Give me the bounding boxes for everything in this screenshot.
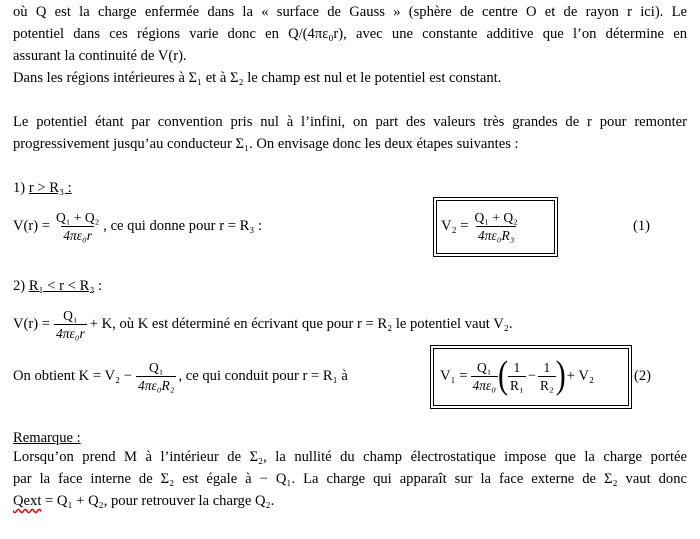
- step2-k-num: Q₁: [148, 359, 164, 375]
- remark-line3: [13, 491, 274, 511]
- step2-box-fraction: [471, 359, 499, 394]
- para1-line2: potentiel dans ces régions varie donc en Q/(4πε₀r), avec une constante additive que l’on détermine en: [13, 26, 687, 42]
- step2-num: Q₁: [63, 307, 78, 323]
- left-paren: (: [498, 353, 509, 397]
- step1-box-den: 4πε₀R₃: [477, 227, 515, 243]
- step2-k-equation: [13, 356, 348, 396]
- step1-heading: [13, 178, 72, 198]
- step1-box-equation: [441, 206, 520, 246]
- step2-box-f1-den: R₁: [510, 377, 524, 393]
- step2-heading: [13, 276, 102, 296]
- step2-box-f2-den: R₂: [540, 377, 554, 393]
- step1-num: Q₁ + Q₂: [56, 209, 100, 225]
- step2-box-equation: [440, 355, 594, 397]
- step2-box-f1-num: 1: [513, 359, 521, 375]
- step1-den: 4πε₀r: [63, 227, 93, 243]
- step2-k-text: , ce qui conduit pour r = R₁ à: [178, 367, 348, 384]
- step2-cond-suffix: :: [98, 278, 103, 294]
- step1-fraction: [54, 209, 101, 244]
- para1-line3: assurant la continuité de V(r).: [13, 48, 187, 64]
- step1-condition: r > R₃ :: [28, 180, 72, 196]
- step2-box-f2-num: 1: [543, 359, 551, 375]
- step1-box-lhs: V₂ =: [441, 217, 469, 234]
- step2-box-fraction-2: [538, 359, 556, 394]
- step1-text: , ce qui donne pour r = R₃ :: [103, 217, 263, 234]
- para2-line1: Le potentiel étant par convention pris nul à l’infini, on part des valeurs très grandes de r pour remonter: [13, 114, 687, 130]
- para1-line4: Dans les régions intérieures à Σ₁ et à Σ₂ le champ est nul et le potentiel est constant.: [13, 70, 502, 86]
- step2-box-tail: + V₂: [566, 367, 594, 384]
- step2-k-den: 4πε₀R₂: [137, 377, 175, 393]
- step2-label: (2): [634, 368, 652, 384]
- step2-k-prefix: On obtient K = V₂ −: [13, 367, 132, 384]
- step2-box-den: 4πε₀: [472, 377, 497, 393]
- step2-text: + K, où K est déterminé en écrivant que pour r = R₂ le potentiel vaut V₂.: [89, 315, 513, 332]
- step2-box-minus: −: [527, 367, 536, 384]
- step2-number: 2): [13, 278, 26, 294]
- step1-box-num: Q₁ + Q₂: [474, 209, 518, 225]
- remark-line3-rest: = Q₁ + Q₂, pour retrouver la charge Q₂.: [45, 493, 275, 509]
- step2-den: 4πε₀r: [56, 325, 85, 341]
- step2-box-num: Q₁: [477, 359, 492, 375]
- step2-condition: R₁ < r < R₂: [28, 278, 95, 294]
- remark-qext: Qext: [13, 493, 42, 509]
- step1-number: 1): [13, 180, 26, 196]
- step2-lhs: V(r) =: [13, 315, 50, 332]
- para1-line1: où Q est la charge enfermée dans la « surface de Gauss » (sphère de centre O et de rayon r ici). Le: [13, 4, 687, 20]
- right-paren: ): [555, 353, 566, 397]
- step1-label: (1): [633, 218, 651, 234]
- step1-box-fraction: [473, 209, 520, 244]
- step2-box-fraction-1: [508, 359, 526, 394]
- step2-fraction: [54, 307, 87, 342]
- remark-title: Remarque :: [13, 430, 81, 446]
- step2-k-fraction: [136, 359, 176, 394]
- remark-line1: Lorsqu’on prend M à l’intérieur de Σ₂, la nullité du champ électrostatique impose que la charge portée: [13, 449, 687, 465]
- para2-line2: progressivement jusqu’au conducteur Σ₁. On envisage donc les deux étapes suivantes :: [13, 136, 519, 152]
- step1-equation: [13, 206, 262, 246]
- step2-equation: [13, 304, 513, 344]
- step1-lhs: V(r) =: [13, 217, 50, 234]
- step2-box-lhs: V₁ =: [440, 367, 468, 384]
- remark-line2: par la face interne de Σ₂ est égale à − Q₁. La charge qui apparaît sur la face externe de Σ₂ vaut donc: [13, 471, 687, 487]
